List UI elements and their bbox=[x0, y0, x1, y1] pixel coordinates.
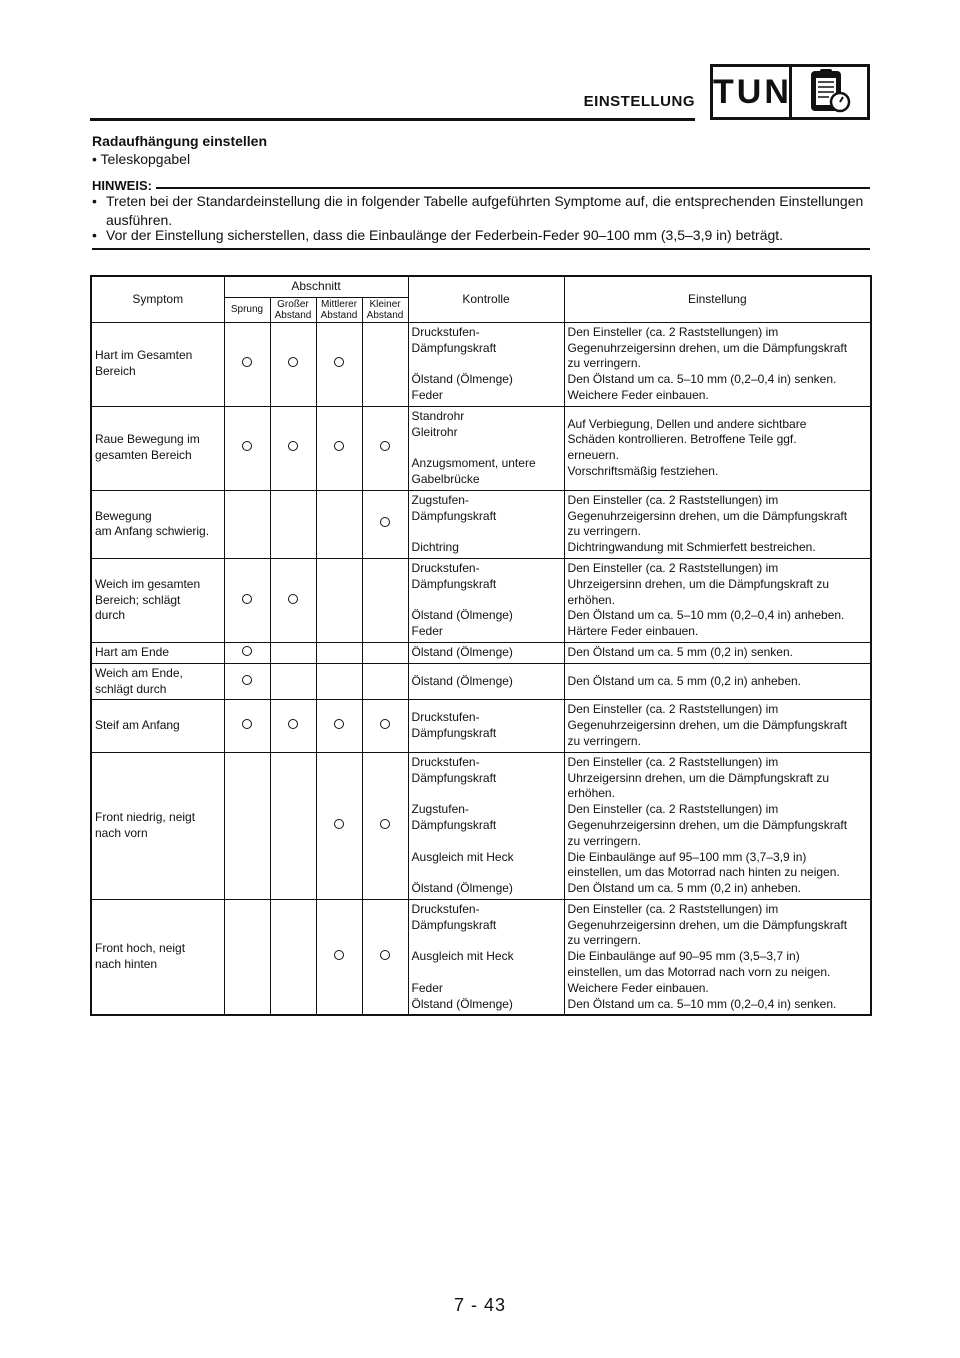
applies-circle-icon bbox=[288, 719, 298, 729]
table-row bbox=[91, 406, 871, 490]
table-row bbox=[91, 700, 871, 752]
section-mark-cell bbox=[270, 642, 316, 663]
clipboard-stopwatch-icon bbox=[792, 64, 870, 120]
applies-circle-icon bbox=[380, 441, 390, 451]
applies-circle-icon bbox=[242, 675, 252, 685]
applies-circle-icon bbox=[288, 441, 298, 451]
section-mark-cell bbox=[316, 700, 362, 752]
table-row bbox=[91, 642, 871, 663]
section-mark-cell bbox=[316, 899, 362, 1015]
einstellung-cell: Den Ölstand um ca. 5 mm (0,2 in) anheben. bbox=[564, 663, 871, 700]
kontrolle-cell: Druckstufen- Dämpfungskraft Ölstand (Ölmenge) Feder bbox=[408, 322, 564, 406]
kontrolle-cell: Druckstufen- Dämpfungskraft Ölstand (Ölmenge) Feder bbox=[408, 558, 564, 642]
applies-circle-icon bbox=[380, 719, 390, 729]
section-mark-cell bbox=[316, 322, 362, 406]
section-mark-cell bbox=[362, 322, 408, 406]
symptom-cell: Hart im Gesamten Bereich bbox=[91, 322, 224, 406]
kontrolle-cell: Ölstand (Ölmenge) bbox=[408, 663, 564, 700]
table-body bbox=[91, 322, 871, 1015]
einstellung-cell: Den Einsteller (ca. 2 Raststellungen) im Uhrzeigersinn drehen, um die Dämpfungskraft zu erhöhen. Den Einsteller (ca. 2 Raststellungen) im Gegenuhrzeigersinn drehen, um die Dämpfungskraft zu verringern. Die Einbaulänge auf 95–100 mm (3,7–3,9 in) einstellen, um das Motorrad nach hinten zu neigen. Den Ölstand um ca. 5 mm (0,2 in) anheben. bbox=[564, 752, 871, 899]
bullet-text: Teleskopgabel bbox=[100, 151, 191, 167]
applies-circle-icon bbox=[242, 646, 252, 656]
table-row bbox=[91, 558, 871, 642]
section-mark-cell bbox=[270, 663, 316, 700]
symptom-cell: Front niedrig, neigt nach vorn bbox=[91, 752, 224, 899]
section-mark-cell bbox=[224, 490, 270, 558]
section-mark-cell bbox=[224, 700, 270, 752]
section-mark-cell bbox=[224, 558, 270, 642]
section-mark-cell bbox=[270, 406, 316, 490]
section-mark-cell bbox=[270, 490, 316, 558]
page-number: 7 - 43 bbox=[453, 1295, 507, 1315]
applies-circle-icon bbox=[334, 441, 344, 451]
note-rule bbox=[92, 187, 870, 189]
einstellung-cell: Auf Verbiegung, Dellen und andere sichtbare Schäden kontrollieren. Betroffene Teile ggf. erneuern. Vorschriftsmäßig festziehen. bbox=[564, 406, 871, 490]
header-mittel: Mittlerer Abstand bbox=[316, 297, 362, 322]
kontrolle-cell: Druckstufen- Dämpfungskraft Ausgleich mit Heck Feder Ölstand (Ölmenge) bbox=[408, 899, 564, 1015]
header-rule bbox=[90, 118, 695, 121]
symptom-cell: Weich im gesamten Bereich; schlägt durch bbox=[91, 558, 224, 642]
symptom-cell: Bewegung am Anfang schwierig. bbox=[91, 490, 224, 558]
header-gross: Großer Abstand bbox=[270, 297, 316, 322]
applies-circle-icon bbox=[288, 594, 298, 604]
table-row bbox=[91, 490, 871, 558]
applies-circle-icon bbox=[334, 719, 344, 729]
section-mark-cell bbox=[362, 490, 408, 558]
section-mark-cell bbox=[270, 899, 316, 1015]
section-mark-cell bbox=[270, 752, 316, 899]
table-row bbox=[91, 899, 871, 1015]
section-mark-cell bbox=[316, 642, 362, 663]
symptom-cell: Hart am Ende bbox=[91, 642, 224, 663]
applies-circle-icon bbox=[380, 517, 390, 527]
section-mark-cell bbox=[316, 406, 362, 490]
chapter-code-box: TUN bbox=[710, 64, 792, 120]
section-mark-cell bbox=[224, 899, 270, 1015]
applies-circle-icon bbox=[334, 950, 344, 960]
section-mark-cell bbox=[270, 558, 316, 642]
header-einstellung: Einstellung bbox=[564, 276, 871, 322]
kontrolle-cell: Standrohr Gleitrohr Anzugsmoment, untere Gabelbrücke bbox=[408, 406, 564, 490]
section-mark-cell bbox=[362, 899, 408, 1015]
header-klein: Kleiner Abstand bbox=[362, 297, 408, 322]
section-mark-cell bbox=[316, 490, 362, 558]
header-sprung: Sprung bbox=[224, 297, 270, 322]
kontrolle-cell: Druckstufen- Dämpfungskraft bbox=[408, 700, 564, 752]
suspension-adjustment-table bbox=[90, 275, 872, 1016]
header-abschnitt: Abschnitt bbox=[224, 276, 408, 297]
applies-circle-icon bbox=[380, 950, 390, 960]
einstellung-cell: Den Einsteller (ca. 2 Raststellungen) im Gegenuhrzeigersinn drehen, um die Dämpfungskraft zu verringern. Den Ölstand um ca. 5–10 mm (0,2–0,4 in) senken. Weichere Feder einbauen. bbox=[564, 322, 871, 406]
einstellung-cell: Den Einsteller (ca. 2 Raststellungen) im Uhrzeigersinn drehen, um die Dämpfungskraft zu erhöhen. Den Ölstand um ca. 5–10 mm (0,2–0,4 in) anheben. Härtere Feder einbauen. bbox=[564, 558, 871, 642]
applies-circle-icon bbox=[334, 357, 344, 367]
section-mark-cell bbox=[270, 700, 316, 752]
note-item: • Vor der Einstellung sicherstellen, dass die Einbaulänge der Federbein-Feder 90–100 mm (3,5–3,9 in) beträgt. bbox=[92, 226, 870, 245]
applies-circle-icon bbox=[242, 357, 252, 367]
einstellung-cell: Den Einsteller (ca. 2 Raststellungen) im Gegenuhrzeigersinn drehen, um die Dämpfungskraft zu verringern. Dichtringwandung mit Schmierfett bestreichen. bbox=[564, 490, 871, 558]
table-row bbox=[91, 322, 871, 406]
symptom-cell: Weich am Ende, schlägt durch bbox=[91, 663, 224, 700]
applies-circle-icon bbox=[242, 719, 252, 729]
bullet-item: • Teleskopgabel bbox=[92, 151, 191, 167]
symptom-cell: Steif am Anfang bbox=[91, 700, 224, 752]
note-end-rule bbox=[92, 248, 870, 250]
applies-circle-icon bbox=[242, 441, 252, 451]
section-mark-cell bbox=[224, 322, 270, 406]
section-mark-cell bbox=[316, 752, 362, 899]
applies-circle-icon bbox=[334, 819, 344, 829]
section-mark-cell bbox=[224, 752, 270, 899]
section-mark-cell bbox=[362, 752, 408, 899]
note-item: • Treten bei der Standardeinstellung die in folgender Tabelle aufgeführten Symptome auf, die entsprechenden Einstellungen ausführen. bbox=[92, 192, 870, 230]
kontrolle-cell: Ölstand (Ölmenge) bbox=[408, 642, 564, 663]
content-title: Radaufhängung einstellen bbox=[92, 133, 268, 149]
applies-circle-icon bbox=[242, 594, 252, 604]
table-row bbox=[91, 663, 871, 700]
applies-circle-icon bbox=[380, 819, 390, 829]
section-mark-cell bbox=[270, 322, 316, 406]
section-mark-cell bbox=[362, 558, 408, 642]
einstellung-cell: Den Einsteller (ca. 2 Raststellungen) im Gegenuhrzeigersinn drehen, um die Dämpfungskraft zu verringern. Die Einbaulänge auf 90–95 mm (3,5–3,7 in) einstellen, um das Motorrad nach vorn zu neigen. Weichere Feder einbauen. Den Ölstand um ca. 5–10 mm (0,2–0,4 in) senken. bbox=[564, 899, 871, 1015]
section-mark-cell bbox=[362, 642, 408, 663]
kontrolle-cell: Zugstufen- Dämpfungskraft Dichtring bbox=[408, 490, 564, 558]
symptom-cell: Front hoch, neigt nach hinten bbox=[91, 899, 224, 1015]
section-mark-cell bbox=[224, 406, 270, 490]
einstellung-cell: Den Einsteller (ca. 2 Raststellungen) im Gegenuhrzeigersinn drehen, um die Dämpfungskraft zu verringern. bbox=[564, 700, 871, 752]
section-mark-cell bbox=[362, 700, 408, 752]
section-title: EINSTELLUNG bbox=[583, 93, 695, 110]
page-header bbox=[90, 62, 870, 122]
table-header-row bbox=[91, 276, 871, 297]
header-symptom: Symptom bbox=[91, 276, 224, 322]
symptom-cell: Raue Bewegung im gesamten Bereich bbox=[91, 406, 224, 490]
applies-circle-icon bbox=[288, 357, 298, 367]
table-row bbox=[91, 752, 871, 899]
note-label: HINWEIS: bbox=[92, 178, 156, 193]
section-mark-cell bbox=[362, 663, 408, 700]
section-mark-cell bbox=[316, 663, 362, 700]
kontrolle-cell: Druckstufen- Dämpfungskraft Zugstufen- Dämpfungskraft Ausgleich mit Heck Ölstand (Ölmenge) bbox=[408, 752, 564, 899]
note-text: Vor der Einstellung sicherstellen, dass die Einbaulänge der Federbein-Feder 90–100 mm (3,5–3,9 in) beträgt. bbox=[106, 227, 784, 243]
section-mark-cell bbox=[224, 642, 270, 663]
section-mark-cell bbox=[362, 406, 408, 490]
section-mark-cell bbox=[224, 663, 270, 700]
note-text: Treten bei der Standardeinstellung die in folgender Tabelle aufgeführten Symptome auf, die entsprechenden Einstellungen ausführen. bbox=[106, 193, 864, 228]
header-kontrolle: Kontrolle bbox=[408, 276, 564, 322]
section-mark-cell bbox=[316, 558, 362, 642]
einstellung-cell: Den Ölstand um ca. 5 mm (0,2 in) senken. bbox=[564, 642, 871, 663]
